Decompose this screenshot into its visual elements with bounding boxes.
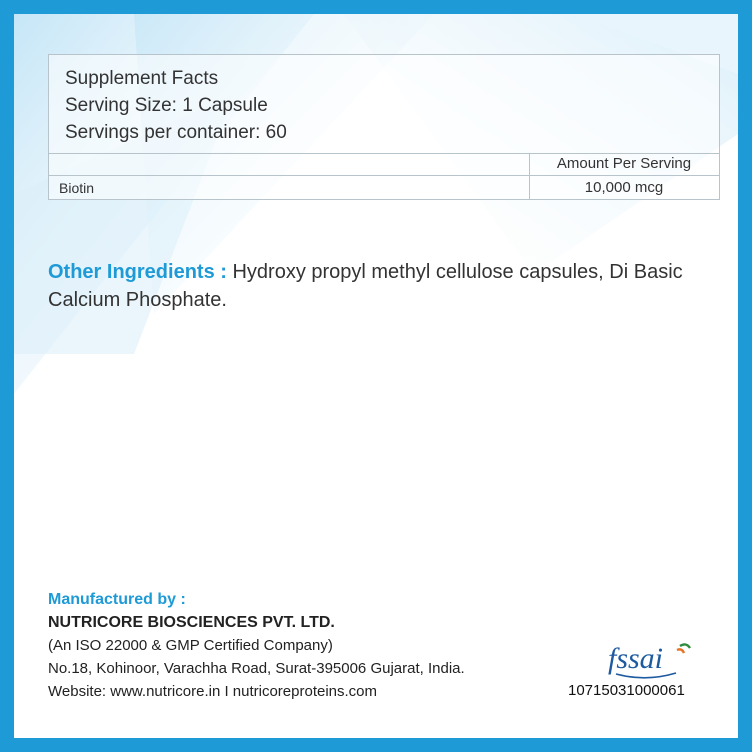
certification-text: (An ISO 22000 & GMP Certified Company) <box>48 637 333 654</box>
ingredients-label: Other Ingredients : <box>48 261 227 283</box>
company-name: NUTRICORE BIOSCIENCES PVT. LTD. <box>48 614 335 631</box>
other-ingredients <box>48 258 688 314</box>
supplement-facts-table <box>48 54 720 200</box>
ingredients-text: Hydroxy propyl methyl cellulose capsules, Di Basic Calcium Phosphate. <box>48 261 683 311</box>
nutrient-name: Biotin <box>59 180 95 196</box>
svg-text:fssai: fssai <box>608 642 664 675</box>
address-text: No.18, Kohinoor, Varachha Road, Surat-395006 Gujarat, India. <box>48 660 465 677</box>
amount-column-header: Amount Per Serving <box>556 155 692 172</box>
table-header-row <box>49 153 719 176</box>
fssai-license-number: 10715031000061 <box>568 682 685 699</box>
manufacturer-block <box>48 588 465 703</box>
manufactured-by-title: Manufactured by : <box>48 591 186 608</box>
website-text: Website: www.nutricore.in I nutricoreproteins.com <box>48 683 378 700</box>
table-row <box>49 175 719 200</box>
facts-header <box>65 65 287 146</box>
servings-per-container: Servings per container: 60 <box>65 122 287 143</box>
label-panel <box>14 14 738 738</box>
fssai-block <box>568 642 728 699</box>
nutrient-amount: 10,000 mcg <box>584 179 664 196</box>
serving-size: Serving Size: 1 Capsule <box>65 95 268 116</box>
fssai-logo-icon <box>606 642 692 680</box>
facts-title: Supplement Facts <box>65 68 219 89</box>
